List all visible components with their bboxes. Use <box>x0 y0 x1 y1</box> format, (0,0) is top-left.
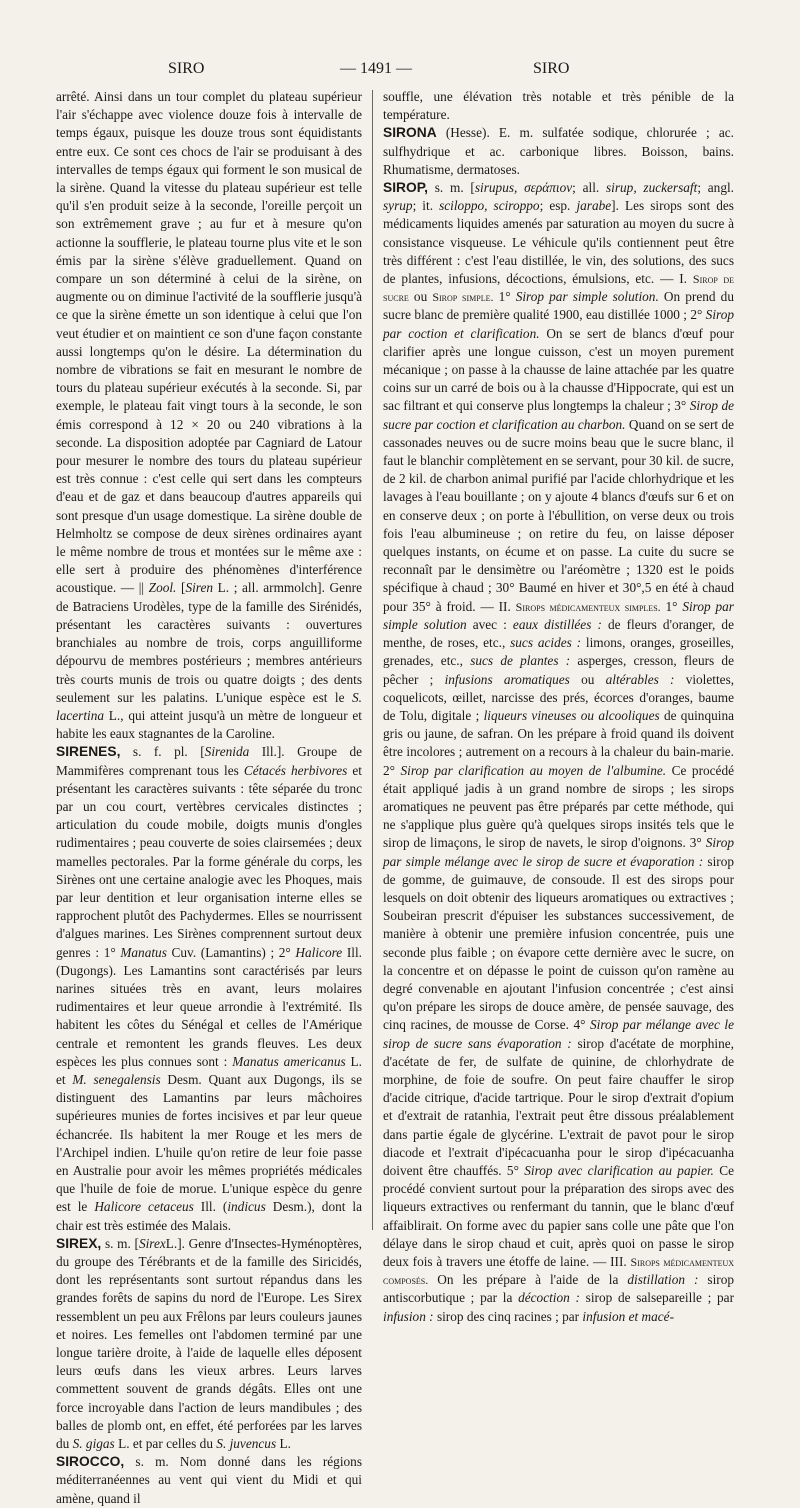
text-run: indicus <box>227 1199 266 1215</box>
text-run: ; esp. <box>539 198 571 214</box>
text-run: On prend du sucre blanc de première qualité 1900, eau distillée 1000 ; 2° <box>383 289 734 323</box>
text-run: Sirops médicamenteux composés. <box>383 1255 735 1288</box>
text-run: s. f. pl. [ <box>132 744 205 760</box>
entry-sirenes <box>56 743 362 1234</box>
text-run: Sirops médicamenteux simples. <box>515 599 661 614</box>
text-run: limons, oranges, groseilles, grenades, etc., <box>383 635 735 669</box>
text-run: L., qui atteint jusqu'à un mètre de longueur et habite les eaux stagnantes de la Caroline. <box>56 707 362 742</box>
text-run: arrêté. Ainsi dans un tour complet du plateau supérieur l'air s'échappe avec violence douze fois à intervalle de temps égaux, puisque les douze trous sont équidistants entre eux. Ce sont ces chocs de l'air se produisant à des intervalles de temps égaux qui forment le son musical de la sirène. Quand la vitesse du plateau supérieur est telle qu'il s'en produit seize à la seconde, l'oreille perçoit un son extrêmement grave ; au fur et à mesure qu'on actionne la soufflerie, le plateau tourne plus vite et le son émis par la sirène s'élève graduellement. Quand on compare un son déterminé à celui de la sirène, on augmente ou on diminue l'activité de la soufflerie jusqu'à ce que la sirène émette un son identique à celui que l'on veut étudier et on maintient ce son d'une façon constante aussi longtemps qu'on le désire. La détermination du nombre de vibrations se fait en mesurant le nombre de tours du plateau supérieur exécutés à la seconde. Si, par exemple, le plateau fait vingt tours à la seconde, le son émis correspond à 12 × 20 ou 240 vibrations à la seconde. La disposition adoptée par Cagniard de Latour pour mesurer le nombre des tours du plateau supérieur est très connue : c'est celle qui sert dans les compteurs d'eau et de gaz et dans beaucoup d'autres appareils qui sont presque d'un usage domestique. La sirène double de Helmholtz se compose de deux sirènes ordinaires ayant le même nombre de trous et montées sur le même axe : elle sert à produire des phénomènes d'interférence acoustique. — || <box>56 89 362 596</box>
text-run: L. ; all. armmolch]. Genre de Batraciens Urodèles, type de la famille des Sirénidés, présentant les caractères suivants : ouvertures branchiales au nombre de trois, corps anguilliforme dépourvu de membres postérieurs ; membres antérieurs très courts munis de trois ou quatre doigts ; des dents seulement sur les palatins. L'unique espèce est le <box>56 580 363 705</box>
text-run: On se sert de blancs d'œuf pour clarifier après une longue cuisson, c'est un moyen purement mécanique ; on passe à la chausse de laine attachée par les quatre coins sur un carré de bois ou à la chausse d'Hippocrate, qui est un sac filtrant et qui conserve plus longtemps la chaleur ; 3° <box>383 325 734 414</box>
text-run: Manatus <box>120 944 167 960</box>
headword-sirocco: SIROCCO, <box>56 1454 125 1470</box>
text-run: S. gigas <box>72 1436 115 1452</box>
text-run: Desm.), dont la chair est très estimée des Malais. <box>56 1199 362 1233</box>
text-run: et présentant les caractères suivants : tête séparée du tronc par un cou court, vertèbres cervicales distinctes ; articulation du coude mobile, doigts munis d'ongles rudimentaires ; peau couverte de soies clairsemées ; deux mamelles pectorales. Par la forme générale du corps, les Sirènes ont une certaine analogie avec les Phoques, mais par leur dentition et leur organisation interne elles se rapprochent plutôt des Pachydermes. Elles se nourrissent d'algues marines. Les Sirènes comprennent surtout deux genres : 1° <box>56 762 362 960</box>
text-run: Sirop de sucre par coction et clarification au charbon. <box>383 398 734 432</box>
entry-sirocco <box>56 1453 362 1508</box>
text-run: Ill. ( <box>200 1199 228 1215</box>
text-run: Cuv. (Lamantins) ; 2° <box>171 944 291 960</box>
text-run: sucs acides : <box>510 635 582 651</box>
text-run: Sirop par simple mélange avec le sirop de sucre et évaporation : <box>383 835 735 869</box>
text-run: 1° <box>665 598 678 614</box>
text-run: Manatus americanus <box>232 1053 346 1069</box>
text-run: Sirex <box>138 1235 166 1251</box>
text-run: M. senegalensis <box>72 1071 161 1087</box>
text-run: (Hesse). E. m. sulfatée sodique, chlorurée ; ac. sulfhydrique et ac. carbonique libres. Boisson, bains. Rhumatisme, dermatoses. <box>383 125 734 177</box>
text-run: Quand on se sert de cassonades neuves ou de sucre moins beau que le sucre blanc, il faut le blanchir complètement en se servant, pour 30 kil. de sucre, de 2 kil. de charbon animal purifié par l'acide chlorhydrique et les lavages à l'eau bouillante ; on y ajoute 4 blancs d'œufs sur 6 et on en conserve deux ; on porte à l'ébullition, on verse deux ou trois fois l'eau albumineuse ; on retire du feu, on laisse déposer quelques instants, on écume et on passe. La cuite du sucre se reconnaît par le densimètre ou l'aréomètre ; 1320 est le poids spécifique à chaud ; 30° Baumé en hiver et 30°,5 en été à chaud pour 35° à froid. — II. <box>383 416 734 614</box>
text-run: décoction : <box>518 1290 580 1306</box>
header-right-word: SIRO <box>533 60 570 77</box>
text-run: s. m. [ <box>434 180 475 196</box>
text-run: Ill.]. Groupe de Mammifères comprenant tous les <box>56 744 363 778</box>
text-run: sirop antiscorbutique ; par la <box>383 1272 735 1306</box>
text-run: ; all. <box>572 180 600 196</box>
entry-sirex <box>56 1235 362 1453</box>
text-run: distillation : <box>627 1272 699 1288</box>
text-run: L. et <box>56 1053 362 1087</box>
left-column <box>56 88 363 1506</box>
text-run: Sirop par simple solution. <box>515 289 659 305</box>
text-run: Sirop de sucre <box>383 272 734 305</box>
headword-sirenes: SIRENES, <box>56 744 121 760</box>
text-run: liqueurs vineuses ou alcooliques <box>483 707 660 723</box>
text-run: Sirop avec clarification au papier. <box>524 1162 714 1178</box>
entry-sirona <box>383 124 734 179</box>
text-run: 1° <box>498 289 511 305</box>
text-run: L. et par celles du <box>118 1436 213 1452</box>
text-run: Sirop par mélange avec le sirop de sucre sans évaporation : <box>383 1017 735 1051</box>
text-run: Desm. Quant aux Dugongs, ils se distinguent des Lamantins par leurs mâchoires supérieures munies de fortes incisives et par leur queue échancrée. Ils habitent la mer Rouge et les mers de l'Archipel indien. L'huile qu'on retire de leur foie passe en Australie pour avoir les mêmes propriétés médicales que l'huile de foie de morue. L'unique espèce du genre est le <box>56 1071 362 1215</box>
text-run: Ill. (Dugongs). Les Lamantins sont caractérisés par leurs narines situées très en avant, leurs molaires rudimentaires et leur queue arrondie à l'extrémité. Ils habitent les côtes du Sénégal et celles de l'Amérique centrale et remontent les grands fleuves. Les deux espèces les plus connues sont : <box>56 944 363 1069</box>
headword-sirex: SIREX, <box>56 1235 102 1251</box>
text-run: Cétacés herbivores <box>243 762 348 778</box>
text-run: syrup <box>383 198 413 214</box>
page-number: — 1491 — <box>340 60 412 77</box>
running-header <box>0 60 800 84</box>
text-run: jarabe <box>576 198 612 214</box>
headword-sirona: SIRONA <box>383 125 437 141</box>
text-run: sciloppo, sciroppo <box>439 198 540 214</box>
text-run: asperges, cresson, fleurs de pêcher ; <box>383 653 734 687</box>
text-run: L. <box>279 1436 291 1452</box>
text-run: Halicore cetaceus <box>94 1199 194 1215</box>
text-run: ; angl. <box>697 180 734 196</box>
text-run: sirup, zuckersaft <box>605 180 698 196</box>
text-run: s. m. Nom donné dans les régions méditerranéennes au vent qui vient du Midi et qui amène, quand il <box>56 1454 362 1506</box>
sirene-continuation-paragraph <box>56 88 362 743</box>
text-run: S. lacertina <box>56 689 363 723</box>
text-run: ]. Les sirops sont des médicaments liquides amenés par saturation au moyen du sucre à consistance visqueuse. Le véhicule qu'ils contiennent peut être très différent : c'est l'eau distillée, le vin, des solutions, des sucs de plantes, infusions, décoctions, émulsions, etc. — I. <box>383 198 734 287</box>
text-run: avec : <box>472 616 507 632</box>
text-run: ou <box>581 671 595 687</box>
text-run: altérables : <box>605 671 675 687</box>
entry-sirop <box>383 179 734 1326</box>
text-run: Sirop par coction et clarification. <box>383 307 734 341</box>
text-run: Siren <box>185 580 214 596</box>
text-run: s. m. [ <box>104 1235 139 1251</box>
text-run: On les prépare à l'aide de la <box>437 1272 619 1288</box>
text-run: infusions aromatiques <box>444 671 570 687</box>
right-column <box>383 88 735 1324</box>
text-run: sirop d'acétate de morphine, d'acétate de fer, de sulfate de quinine, de chlorhydrate de morphine, de foie de soufre. On peut faire chauffer le sirop d'acide citrique, d'acide tartrique. Pour le sirop d'extrait d'opium et d'extrait de ratanhia, l'extrait peut être dissous préalablement dans partie égale de glycérine. L'extrait de pavot pour le sirop diacode et l'extrait d'ipécacuanha pour le sirop d'ipécacuanha doivent être chauffés. 5° <box>383 1035 734 1178</box>
text-run: sucs de plantes : <box>470 653 571 669</box>
text-run: Sirop par clarification au moyen de l'albumine. <box>400 762 667 778</box>
text-run: L.]. Genre d'Insectes-Hyménoptères, du groupe des Térébrants et de la famille des Siricidés, dont les représentants sont surtout répandus dans les grandes forêts de sapins du nord de l'Europe. Les Sirex ressemblent un peu aux Frêlons par leurs couleurs jaunes et noires. Les femelles ont l'abdomen terminé par une longue tarière droite, à l'aide de laquelle elles déposent leurs œufs dans les vieux arbres. Leurs larves commettent souvent de grands dégâts. Elles ont une force incroyable dans l'action de leurs mandibules ; des balles de plomb ont, en effet, été perforées par les larves du <box>56 1235 362 1452</box>
text-run: sirop de salsepareille ; par <box>585 1290 735 1306</box>
text-run: Ce procédé était appliqué jadis à un grand nombre de sirops ; les sirops aromatiques ne peuvent pas être préparés par cette méthode, qui ne s'applique plus guère qu'à quelques sirops insités tels que le sirop de limaçons, le sirop de navets, le sirop d'oignons. 3° <box>383 762 734 851</box>
text-run: sirop de gomme, de guimauve, de consoude. Il est des sirops pour lesquels on doit obtenir des liqueurs aromatiques ou extractives ; Soubeiran prescrit d'épuiser les substances successivement, de manière à obtenir une première infusion concentrée, puis une seconde plus faible ; on évapore cette dernière avec le sucre, on la concentre et on dépasse le point de cuisson qu'on ramène au degré convenable en ajoutant l'infusion concentrée ; c'est ainsi qu'on prépare les sirops de douce amère, de pensée sauvage, des cinq racines, de mousse de Corse. 4° <box>383 853 734 1033</box>
text-run: ou <box>413 289 428 305</box>
text-run: Sirop simple. <box>432 290 494 305</box>
text-run: infusion : <box>383 1308 434 1324</box>
header-left-word: SIRO <box>168 60 205 77</box>
text-run: ; it. <box>412 198 434 214</box>
text-run: sirop des cinq racines ; par <box>436 1308 580 1324</box>
text-run: eaux distillées : <box>512 616 602 632</box>
sirocco-continuation: souffle, une élévation très notable et très pénible de la température. <box>383 89 734 123</box>
text-run: Sirop par simple solution <box>383 598 734 632</box>
text-run: [ <box>181 580 186 596</box>
text-run: de fleurs d'oranger, de menthe, de roses, etc., <box>383 616 734 651</box>
text-run: Zool. <box>148 580 177 596</box>
text-run: Sirenida <box>204 744 250 760</box>
column-divider <box>372 90 373 1230</box>
text-run: sirupus, σεράπιον <box>474 180 573 196</box>
headword-sirop: SIROP, <box>383 180 428 196</box>
text-run: violettes, coquelicots, œillet, narcisse des prés, écorces d'oranges, baume de Tolu, digitale ; <box>383 671 735 723</box>
text-run: Halicore <box>295 944 343 960</box>
text-run: S. juvencus <box>216 1436 277 1452</box>
text-run: infusion et macé- <box>582 1308 675 1324</box>
text-run: de quinquina gris ou jaune, de safran. On les prépare à froid quand ils doivent être incolores ; autrement on a recours à la chaleur du bain-marie. 2° <box>383 707 734 778</box>
text-run: Ce procédé convient surtout pour la préparation des sirops avec des liqueurs extractives ou renfermant du tannin, que le blanc d'œuf affaiblirait. On forme avec du papier sans colle une pâte que l'on délaye dans le sirop chaud et cuit, après quoi on passe le sirop deux fois à travers une étoffe de laine. — III. <box>383 1162 734 1269</box>
